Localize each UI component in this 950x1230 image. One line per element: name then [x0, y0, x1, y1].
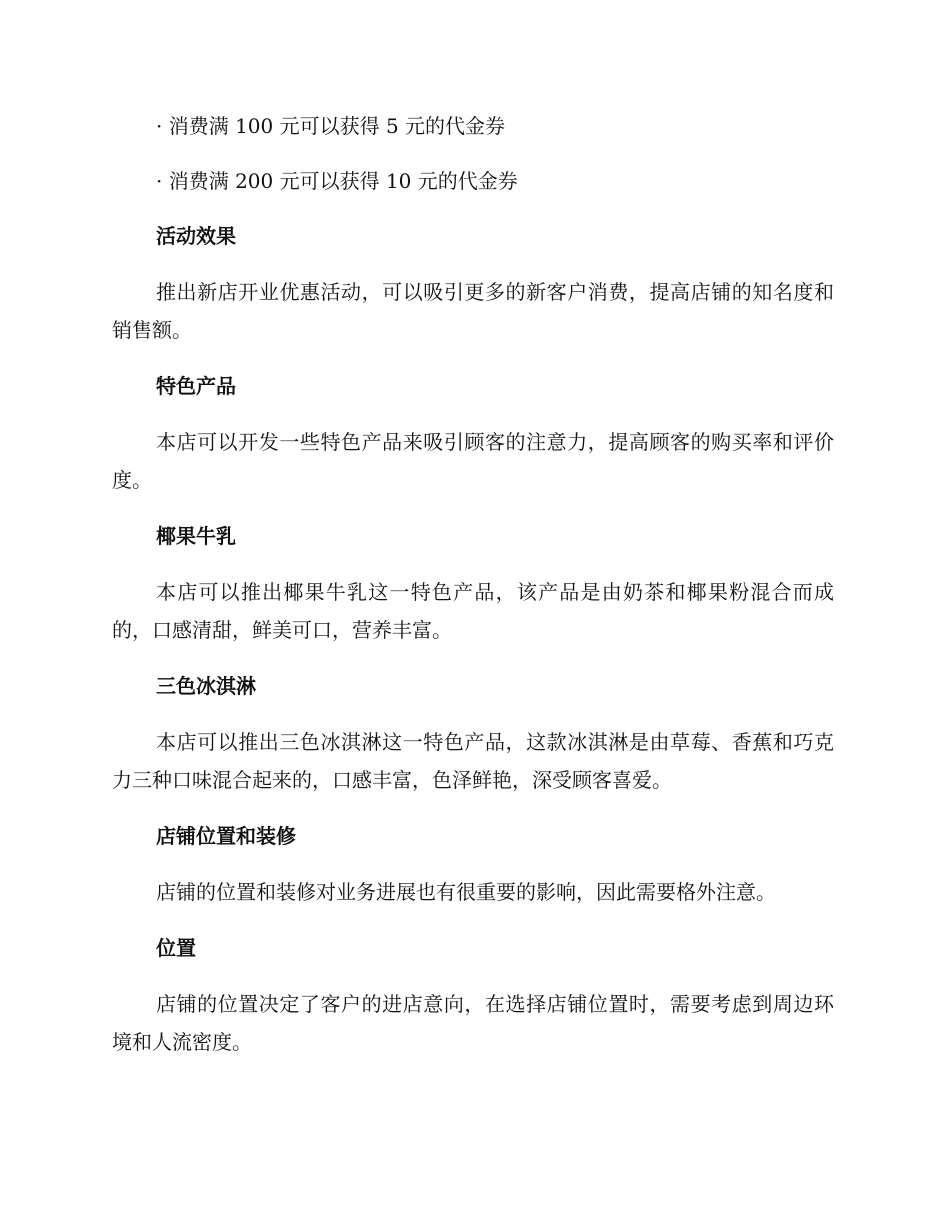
section-heading: 位置	[156, 936, 196, 960]
section-paragraph: 推出新店开业优惠活动，可以吸引更多的新客户消费，提高店铺的知名度和销售额。	[112, 280, 834, 342]
bullet-item: · 消费满 200 元可以获得 10 元的代金券	[156, 169, 518, 193]
section-paragraph: 店铺的位置决定了客户的进店意向，在选择店铺位置时，需要考虑到周边环境和人流密度。	[112, 992, 834, 1054]
section-paragraph: 店铺的位置和装修对业务进展也有很重要的影响，因此需要格外注意。	[156, 880, 776, 904]
section-paragraph: 本店可以推出三色冰淇淋这一特色产品，这款冰淇淋是由草莓、香蕉和巧克力三种口味混合起来的，口感丰富，色泽鲜艳，深受顾客喜爱。	[112, 730, 834, 792]
section-heading: 店铺位置和装修	[156, 824, 296, 848]
section-heading: 特色产品	[156, 374, 236, 398]
section-heading: 三色冰淇淋	[156, 674, 256, 698]
document-page	[112, 108, 834, 1080]
bullet-item: · 消费满 100 元可以获得 5 元的代金券	[156, 114, 506, 138]
section-heading: 椰果牛乳	[156, 524, 236, 548]
section-paragraph: 本店可以开发一些特色产品来吸引顾客的注意力，提高顾客的购买率和评价度。	[112, 430, 834, 492]
section-paragraph: 本店可以推出椰果牛乳这一特色产品，该产品是由奶茶和椰果粉混合而成的，口感清甜，鲜美可口，营养丰富。	[112, 580, 834, 642]
section-heading: 活动效果	[156, 224, 236, 248]
